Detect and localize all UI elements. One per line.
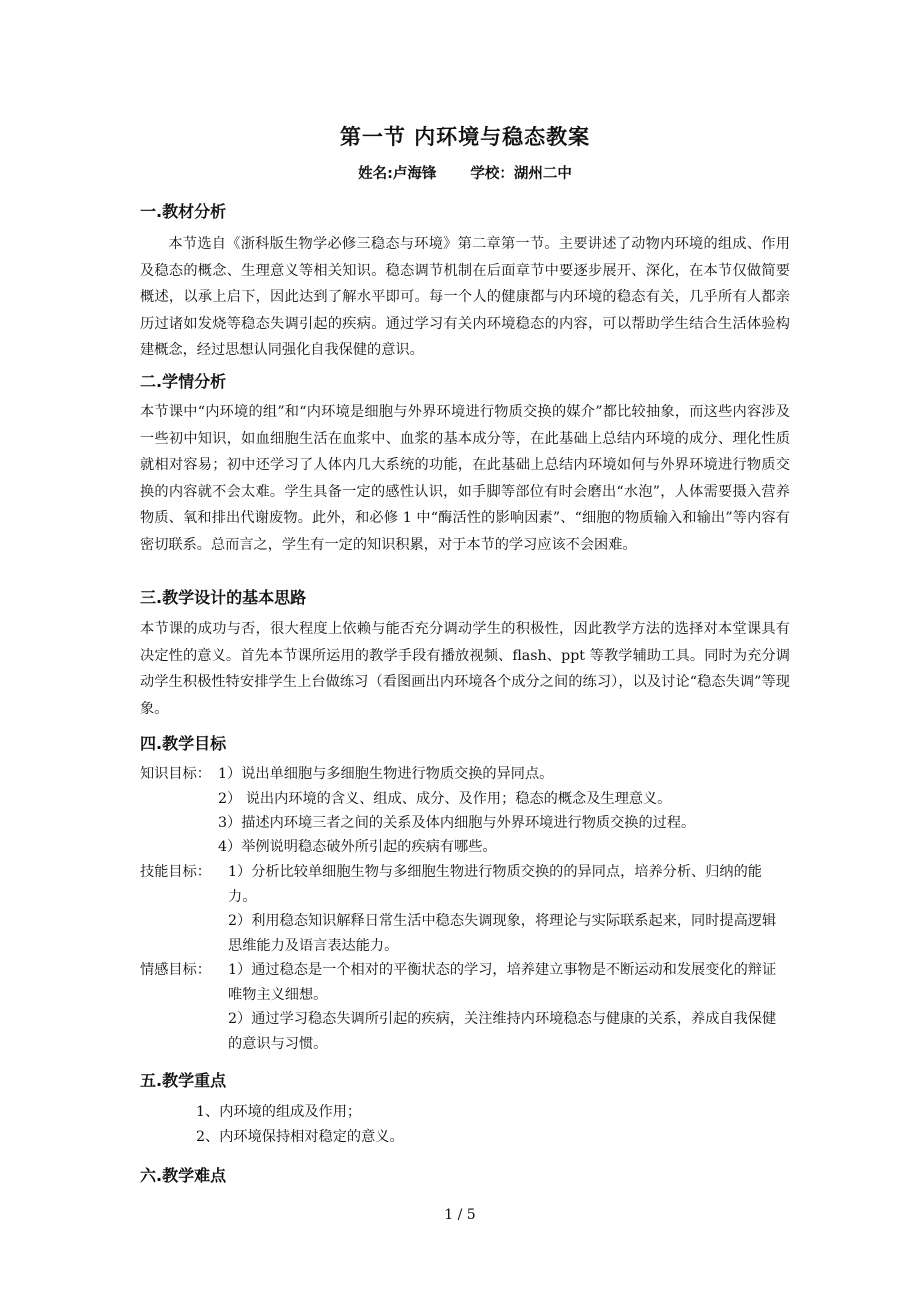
- section-heading-5: 五.教学重点: [140, 1071, 227, 1090]
- section-heading-3: 三.教学设计的基本思路: [140, 588, 307, 607]
- knowledge-goal-item: 2） 说出内环境的含义、组成、成分、及作用；稳态的概念及生理意义。: [218, 791, 672, 807]
- skill-goal-label: 技能目标：: [140, 864, 211, 880]
- knowledge-goal-item: 1）说出单细胞与多细胞生物进行物质交换的异同点。: [218, 766, 554, 782]
- section-heading-4: 四.教学目标: [140, 734, 227, 753]
- document-title: 第一节 内环境与稳态教案: [339, 125, 591, 149]
- knowledge-goal-label: 知识目标：: [140, 766, 211, 782]
- skill-goal-item: 2）利用稳态知识解释日常生活中稳态失调现象，将理论与实际联系起来，同时提高逻辑思维能力及语言表达能力。: [228, 913, 777, 954]
- emotion-goal-item: 2）通过学习稳态失调所引起的疾病，关注维持内环境稳态与健康的关系，养成自我保健的意识与习惯。: [228, 1011, 777, 1052]
- page-number: 1 / 5: [444, 1207, 476, 1223]
- section-body-3: 本节课的成功与否，很大程度上依赖与能否充分调动学生的积极性，因此教学方法的选择对本堂课具有决定性的意义。首先本节课所运用的教学手段有播放视频、flash、ppt 等教学辅助工具。同时为充分调动学生积极性特安排学生上台做练习（看图画出内环境各个成分之间的练习），以及讨论“稳态失调”等现象。: [140, 621, 790, 717]
- skill-goal-item: 1）分析比较单细胞生物与多细胞生物进行物质交换的的异同点，培养分析、归纳的能力。: [228, 864, 762, 905]
- section-body-1: 本节选自《浙科版生物学必修三稳态与环境》第二章第一节。主要讲述了动物内环境的组成、作用及稳态的概念、生理意义等相关知识。稳态调节机制在后面章节中要逐步展开、深化，在本节仅做简要概述，以承上启下，因此达到了解水平即可。每一个人的健康都与内环境的稳态有关，几乎所有人都亲历过诸如发烧等稳态失调引起的疾病。通过学习有关内环境稳态的内容，可以帮助学生结合生活体验构建概念，经过思想认同强化自我保健的意识。: [140, 236, 790, 358]
- section-heading-1: 一.教材分析: [140, 202, 227, 221]
- section-body-2: 本节课中“内环境的组”和“内环境是细胞与外界环境进行物质交换的媒介”都比较抽象，而这些内容涉及一些初中知识，如血细胞生活在血浆中、血浆的基本成分等，在此基础上总结内环境的成分、理化性质就相对容易；初中还学习了人体内几大系统的功能，在此基础上总结内环境如何与外界环境进行物质交换的内容就不会太难。学生具备一定的感性认识，如手脚等部位有时会磨出“水泡”，人体需要摄入营养物质、氧和排出代谢废物。此外，和必修 1 中“酶活性的影响因素”、“细胞的物质输入和输出”等内容有密切联系。总而言之，学生有一定的知识积累，对于本节的学习应该不会困难。: [140, 404, 790, 553]
- knowledge-goal-item: 4）举例说明稳态破外所引起的疾病有哪些。: [218, 839, 497, 855]
- author-name: 姓名:卢海锋: [358, 166, 437, 182]
- emotion-goal-item: 1）通过稳态是一个相对的平衡状态的学习，培养建立事物是不断运动和发展变化的辩证唯物主义细想。: [228, 962, 777, 1003]
- knowledge-goal-item: 3）描述内环境三者之间的关系及体内细胞与外界环境进行物质交换的过程。: [218, 815, 696, 831]
- author-school: 学校：湖州二中: [470, 166, 572, 182]
- emotion-goal-label: 情感目标：: [140, 962, 211, 978]
- list-item: 1、内环境的组成及作用；: [196, 1104, 362, 1120]
- author-line: [140, 162, 790, 183]
- section-heading-2: 二.学情分析: [140, 372, 227, 391]
- section-heading-6: 六.教学难点: [140, 1166, 227, 1185]
- list-item: 2、内环境保持相对稳定的意义。: [196, 1129, 404, 1145]
